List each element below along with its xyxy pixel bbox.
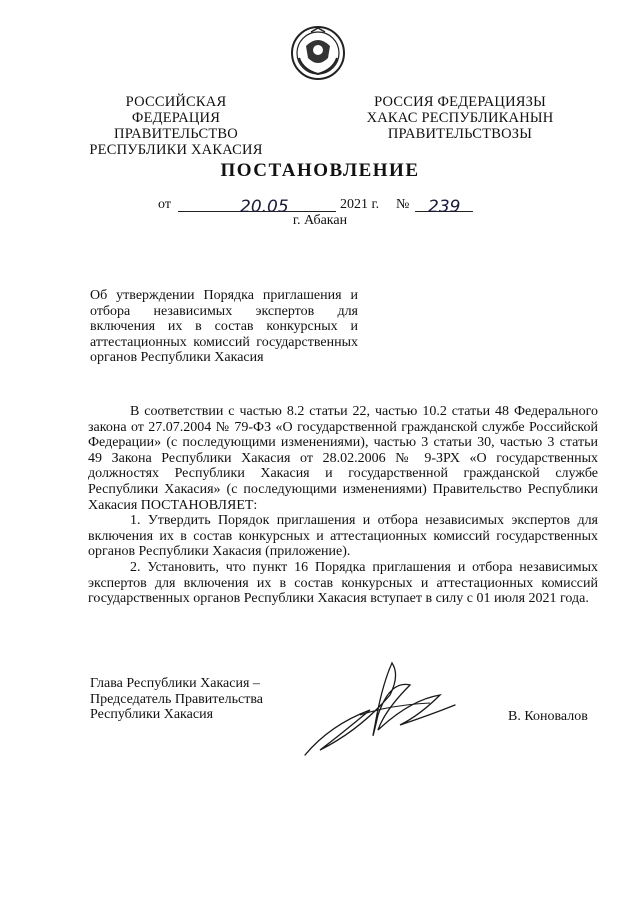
signatory-position-line: Республики Хакасия bbox=[90, 707, 214, 723]
document-subject: Об утверждении Порядка приглашения и отбора независимых экспертов для включения их в состав конкурсных и аттестационных комиссий государственных органов Республики Хакасия bbox=[90, 288, 358, 366]
signatory-position bbox=[90, 676, 290, 723]
header-left-line: ПРАВИТЕЛЬСТВО bbox=[114, 126, 238, 142]
document-title: ПОСТАНОВЛЕНИЕ bbox=[220, 160, 420, 181]
header-left bbox=[86, 94, 266, 158]
header-right-line: ХАКАС РЕСПУБЛИКАНЫН bbox=[366, 110, 554, 126]
city: г. Абакан bbox=[292, 213, 348, 228]
handwritten-number: 239 bbox=[428, 197, 461, 217]
paragraph: 2. Установить, что пункт 16 Порядка приглашения и отбора независимых экспертов для включения их в состав конкурсных и аттестационных комиссий государственных органов Республики Хакасия вступает в силу с 01 июля 2021 года. bbox=[88, 559, 598, 607]
handwritten-date: 20.05 bbox=[240, 197, 289, 217]
handwritten-signature bbox=[300, 655, 500, 765]
coat-of-arms-icon bbox=[289, 24, 347, 82]
paragraph: В соответствии с частью 8.2 статьи 22, частью 10.2 статьи 48 Федерального закона от 27.07.2004 № 79-ФЗ «О государственной гражданской службе Российской Федерации» (с последующими изменениями), частью 3 статьи 30, частью 3 статьи 49 Закона Республики Хакасия от 28.02.2006 № 9-ЗРХ «О государственных должностях Республики Хакасия и государственной гражданской службе Республики Хакасия» (с последующими изменениями) Правительство Республики Хакасия ПОСТАНОВЛЯЕТ: bbox=[88, 404, 598, 513]
signatory-name: В. Коновалов bbox=[508, 709, 588, 724]
signatory-position-line: Председатель Правительства bbox=[90, 691, 263, 707]
document-body bbox=[88, 404, 598, 607]
date-prefix: от bbox=[158, 197, 171, 212]
date-year: 2021 г. bbox=[340, 197, 380, 212]
header-left-line: РЕСПУБЛИКИ ХАКАСИЯ bbox=[89, 142, 263, 158]
header-right-line: РОССИЯ ФЕДЕРАЦИЯЗЫ bbox=[374, 94, 546, 110]
number-sign: № bbox=[396, 197, 410, 212]
paragraph: 1. Утвердить Порядок приглашения и отбора независимых экспертов для включения их в состав конкурсных и аттестационных комиссий государственных органов Республики Хакасия (приложение). bbox=[88, 513, 598, 560]
header-right bbox=[360, 94, 560, 142]
header-right-line: ПРАВИТЕЛЬСТВОЗЫ bbox=[387, 126, 533, 142]
header-left-line: РОССИЙСКАЯ ФЕДЕРАЦИЯ bbox=[125, 94, 227, 126]
signatory-position-line: Глава Республики Хакасия – bbox=[90, 676, 260, 691]
